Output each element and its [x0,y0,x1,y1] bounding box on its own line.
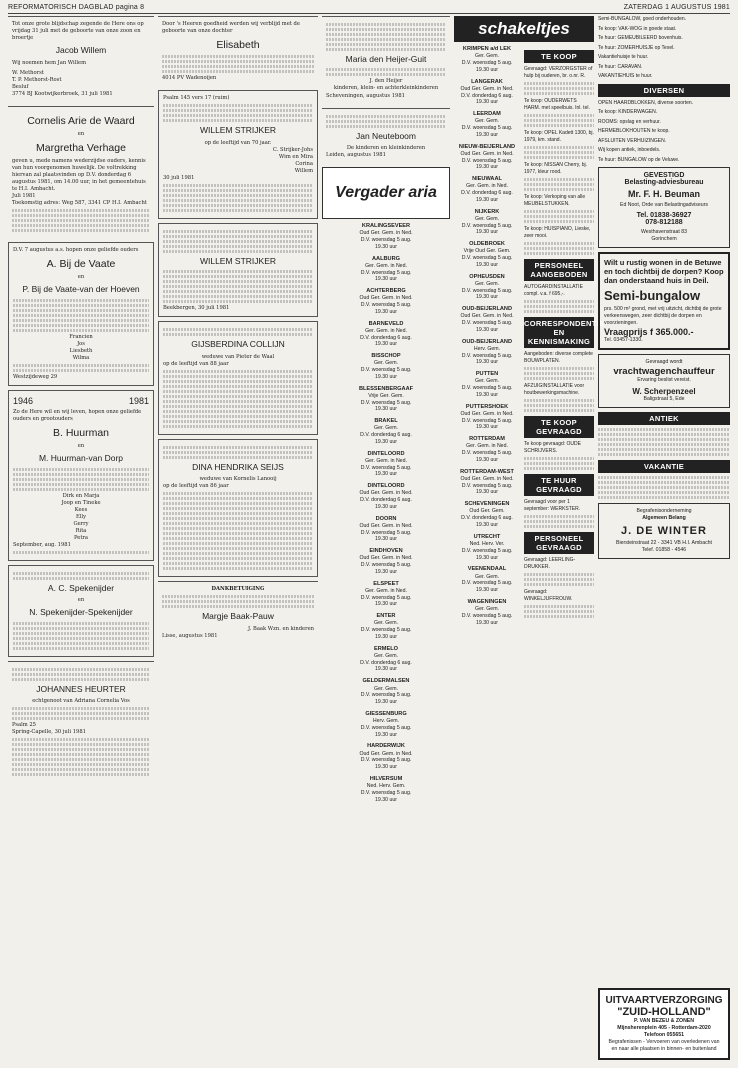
heurter-age: Psalm 25 [12,722,36,729]
cornelis-name1: Cornelis Arie de Waard [27,114,135,127]
church-town: BARNEVELD [368,320,404,327]
church-services-list-b [454,46,520,631]
winter-sub: Algemeen Belang [642,515,686,522]
jacob-addr: W. Methorst T. P. Methorst-Rost Besluf [12,69,62,90]
ad-gevestigd [598,167,730,248]
neuteboom-sign: De kinderen en kleinkinderen [346,144,426,151]
church-town: ROTTERDAM-WEST [460,468,514,475]
baak-head: DANKBETUIGING [211,586,265,593]
gevestigd-sub: Belasting-adviesbureau [624,179,704,186]
column-3 [322,16,450,1060]
church-datetime: D.V. donderdag 6 aug. 19.30 uur [360,334,412,348]
heurter-name: JOHANNES HEURTER [36,683,126,694]
vracht-addr: Baligstraat 5, Ede [643,396,685,403]
column-1 [8,16,154,1060]
church-datetime: D.V. donderdag 6 aug. 19.30 uur [461,190,513,203]
church-name: Ger. Gem. in Ned. [365,457,407,464]
vracht-name: W. Scherpenzeel [632,387,696,397]
spekenijder-name1: A. C. Spekenijder [47,582,115,593]
church-town: WAGENINGEN [467,598,507,605]
church-datetime: D.V. woensdag 5 aug. 19.30 uur [461,385,513,398]
classified-ad: Te huur: ZOMERHUISJE op Texel. [598,44,675,51]
announcement-cornelis [8,106,154,238]
church-town: PUTTERSHOEK [465,403,509,410]
church-datetime: D.V. woensdag 5 aug. 19.30 uur [360,627,412,640]
church-name: Ned. Herv. Ver. [469,541,505,547]
heurter-place: Spring-Capelle, 30 juli 1981 [12,729,86,736]
strijker2-name: WILLEM STRIJKER [199,255,277,266]
church-datetime: D.V. woensdag 5 aug. 19.30 uur [461,287,513,301]
church-datetime: D.V. donderdag 6 aug. 19.30 uur [360,497,412,510]
church-datetime: D.V. woensdag 5 aug. 19.30 uur [461,417,513,431]
church-name: Oud Ger. Gem. in Ned. [359,750,413,757]
church-datetime: D.V. woensdag 5 aug. 19.30 uur [461,482,513,496]
church-service-item [322,581,450,609]
church-datetime: D.V. woensdag 5 aug. 19.30 uur [360,594,412,608]
church-service-item [322,711,450,739]
church-service-item [322,516,450,544]
church-service-item [322,256,450,284]
announcement-strijker-1 [158,90,318,219]
vracht-sub: Gevraagd wordt [645,359,683,366]
church-service-item [322,353,450,381]
classified-ad: HERMEBLOKHOUTEN te koop. [598,128,670,134]
section-header: PERSONEEL AANGEBODEN [524,259,594,281]
church-town: KRALINGSEVEER [361,223,411,230]
strijker1-family: C. Strijker-Johs Wim en Mira Corina Willem [272,146,313,174]
church-town: DINTELOORD [367,450,405,457]
gevestigd-tel: Tel. 01838-36927 078-812188 [636,212,692,227]
classified-ad: Gevraagd: LEERLING-DRUKKER. [524,557,576,570]
church-name: Oud Ger. Gem. in Ned. [359,555,413,562]
church-town: HILVERSUM [369,775,403,782]
classified-ad: AFZUIGINSTALLATIE voor houtbewerkingsmachine. [524,383,585,396]
church-service-item [454,176,520,204]
church-service-item [454,79,520,107]
church-name: Oud Ger. Gem. in Ned. [359,522,413,529]
church-service-item [322,646,450,674]
church-name: Oud Ger. Gem. in Ned. [359,490,413,497]
church-name: Ger. Gem. [374,685,398,692]
classified-ad: VAKANTIEHUIS te huur. [598,73,653,79]
church-name: Ned. Herv. Gem. [366,783,406,790]
church-town: DINTELOORD [367,483,405,490]
section-diversen: DIVERSEN [598,84,730,97]
section-antiek: ANTIEK [598,412,730,425]
spekenijder-en: en [77,597,85,604]
church-town: UTRECHT [473,533,501,540]
ad-de-winter [598,503,730,559]
church-name: Ger. Gem. [374,620,398,627]
church-datetime: D.V. woensdag 5 aug. 19.30 uur [461,125,513,138]
church-town: ERMELO [374,645,398,652]
strijker2-date: Beekbergen, 30 juli 1981 [163,305,230,312]
announcement-huurman [8,390,154,561]
collijn-name: GIJSBERDINA COLLIJN [191,339,285,350]
classified-ad: AFSLUITEN VERHUIZINGEN. [598,137,667,144]
church-town: DOORN [375,515,397,522]
huurman-en: en [77,443,85,450]
church-town: BISSCHOP [371,353,401,360]
classified-ad: Te koop: VAK-WOG in goede staat. [598,25,677,32]
church-town: OUD-BEIJERLAND [461,338,513,345]
heijer-date: Scheveningen, augustus 1981 [326,92,405,99]
church-name: Ger. Gem. [374,425,398,432]
gevestigd-title: GEVESTIGD [643,172,685,179]
church-service-item [454,436,520,464]
church-town: ELSPEET [373,580,399,587]
church-town: NIEUWAAL [472,176,502,183]
cornelis-date: Juli 1981 [12,193,36,200]
church-name: Ger. Gem. [475,606,499,613]
church-name: Oud Ger. Gem. in Ned. [460,150,514,157]
masthead [8,4,730,14]
church-name: Oud Ger. Gem. in Ned. [460,313,514,320]
strijker1-sub: op de leeftijd van 70 jaar. [204,139,272,146]
church-datetime: D.V. woensdag 5 aug. 19.30 uur [360,269,412,283]
bij-intro: D.V. 7 augustus a.s. hopen onze geliefde ouders [13,247,139,254]
classified-ad: AUTOGARDINSTALLATIE compl. v.a. f 695,-. [524,284,583,297]
church-service-item [322,451,450,479]
section-vakantie: VAKANTIE [598,460,730,473]
heijer-name: Maria den Heijer-Guit [345,54,427,64]
church-town: BLESSENBERGAAF [358,385,414,392]
masthead-left: REFORMATORISCH DAGBLAD pagina 8 [8,4,145,11]
huurman-name2: M. Huurman-van Dorp [38,453,124,464]
church-service-item [322,288,450,316]
church-datetime: D.V. woensdag 5 aug. 19.30 uur [461,60,513,73]
church-service-item [454,566,520,594]
strijker1-name: WILLEM STRIJKER [199,125,277,136]
classified-ad: Vakantiehuisje te huur. [598,54,649,60]
ad-semi-bungalow [598,252,730,350]
ad-uitvaart-wrapper [598,984,730,1060]
church-name: Ger. Gem. in Ned. [365,327,407,334]
cornelis-en: en [77,130,85,137]
announcement-strijker-2 [158,223,318,317]
church-town: EINDHOVEN [369,548,403,555]
classified-ad: Semi-BUNGALOW, goed onderhouden. [598,16,687,22]
section-header: PERSONEEL GEVRAAGD [524,532,594,554]
church-datetime: D.V. donderdag 6 aug. 19.30 uur [461,92,513,106]
church-datetime: D.V. woensdag 5 aug. 19.30 uur [360,367,412,380]
church-town: LEERDAM [473,111,501,118]
winter-addr: Biersteinstraat 22 - 3341 VB H.I. Ambacht [615,540,713,547]
announcement-den-heijer [322,16,450,104]
seijs-sub: weduwe van Kornelis Lanooij [199,476,277,483]
church-service-item [322,386,450,414]
heijer-sign: J. den Heijer kinderen, klein- en achterkleinkinderen [333,78,439,92]
church-datetime: D.V. woensdag 5 aug. 19.30 uur [360,692,412,705]
church-town: ENTER [376,613,396,620]
church-name: Ger. Gem. [475,378,499,385]
church-name: Oud Ger. Gem. in Ned. [359,230,413,237]
church-service-item [454,501,520,529]
classified-ad: Wij kopen antiek, inboedels. [598,147,661,153]
announcement-jacob [8,16,154,102]
classified-ads-list [524,46,605,631]
church-datetime: D.V. woensdag 5 aug. 19.30 uur [461,157,513,171]
church-datetime: D.V. woensdag 5 aug. 19.30 uur [360,302,412,315]
uitvaart-name: "ZUID-HOLLAND" [617,1005,711,1018]
church-town: KRIMPEN a/d LEK [462,46,512,52]
church-town: LANGERAK [471,78,503,85]
announcement-elisabeth [158,16,318,86]
section-header: CORRESPONDENTIE EN KENNISMAKING [524,319,605,346]
cornelis-text: geven u, mede namens wederzijdse ouders, kennis van hun voorgenomen huwelijk. De voltrekking hiervan zal plaatsvinden op D.V. donderdag 6 augustus 1981, om 14.00 uur, in het gemeentehuis te H.I. Ambacht. [12,157,146,193]
promo-big: Semi-bungalow [604,288,701,304]
elisabeth-text: Door 's Heeren goedheid werden wij verblijd met de geboorte van onze dochter [162,21,300,35]
classified-ad: Te koop: HUISPIANO, Lieske, zeer mooi. [524,226,591,239]
promo-tel: Tel. 03457-1330. [604,337,643,344]
church-datetime: D.V. woensdag 5 aug. 19.30 uur [360,237,412,250]
huurman-name1: B. Huurman [52,426,110,439]
church-service-item [454,469,520,497]
elisabeth-addr: 4014 PV Wadenoijen [162,75,217,82]
church-town: PUTTEN [475,371,499,378]
church-town: AALBURG [372,255,400,262]
church-service-item [454,144,520,172]
bij-name2: P. Bij de Vaate-van der Hoeven [22,284,140,295]
church-datetime: D.V. woensdag 5 aug. 19.30 uur [360,789,412,803]
jacob-intro: Tot onze grote blijdschap zegende de Here ons op vrijdag 31 juli met de geboorte van onze zoon en broertje [12,21,144,42]
classified-ad: Te koop: OUDERWETS HARM. met speelbuis. Inl. tel. [524,98,590,111]
church-town: GIESSENBURG [365,710,407,717]
winter-name: J. DE WINTER [621,525,707,538]
church-datetime: D.V. woensdag 5 aug. 19.30 uur [360,529,412,543]
church-service-item [322,321,450,349]
church-name: Ger. Gem. [475,573,499,580]
section-header: TE KOOP [524,50,594,63]
church-datetime: D.V. woensdag 5 aug. 19.30 uur [461,255,513,268]
schakeltjes-logo: schakeltjes [454,16,594,42]
church-name: Ger. Gem. [475,53,499,60]
church-service-item [454,404,520,432]
promo-price: Vraagprijs f 365.000.- [604,327,694,338]
ad-uitvaartverzorging [598,988,730,1060]
heurter-sub: echtgenoot van Adriana Cornelia Vos [32,698,130,705]
uitvaart-sub: P. VAN BEZEU & ZONEN [633,1017,695,1024]
classified-ad: Te koop: KINDERWAGEN. [598,109,658,115]
classified-ad: Te koop gevraagd: OUDE SCHRIJVERS. [524,441,581,454]
church-name: Ger. Gem. [475,118,499,125]
classified-ad: Gevraagd: VERZORGSTER of hulp bij ouderen, br. o.nr. R. [524,66,593,79]
seijs-age: op de leeftijd van 86 jaar [163,483,229,490]
church-town: ACHTERBERG [366,288,406,295]
church-service-item [322,548,450,576]
announcement-collijn [158,321,318,435]
church-datetime: D.V. woensdag 5 aug. 19.30 uur [461,612,513,626]
masthead-right: ZATERDAG 1 AUGUSTUS 1981 [623,4,730,11]
announcement-spekenijder [8,565,154,657]
classified-ad: Gevraagd: WINKELJUFFROUW. [524,589,573,602]
church-service-item [454,371,520,399]
church-town: OLDEBROEK [469,241,505,248]
column-4 [454,16,605,1060]
jacob-family: Wij noemen hem Jan Willem [12,59,87,66]
collijn-age: op de leeftijd van 88 jaar [163,360,229,367]
church-service-item [322,776,450,804]
church-service-item [454,339,520,367]
classified-ads-diversen [598,16,730,163]
church-name: Ger. Gem. in Ned. [466,183,508,190]
strijker1-date: 30 juli 1981 [163,174,195,181]
huurman-year2: 1981 [128,395,149,406]
spekenijder-name2: N. Spekenijder-Spekenijder [29,607,133,618]
classified-ad: Gevraagd voor per 1 september: WERKSTER. [524,499,581,512]
promo-head: Wilt u rustig wonen in de Betuwe en toch dichtbij de dorpen? Koop dan onderstaand huis in Deil. [604,258,724,286]
seijs-name: DINA HENDRIKA SEIJS [192,461,284,472]
church-name: Oud Ger. Gem. in Ned. [460,85,514,92]
church-datetime: D.V. donderdag 6 aug. 19.30 uur [461,515,513,528]
church-name: Ger. Gem. [475,280,499,287]
church-town: SCHEVENINGEN [464,501,510,508]
uitvaart-tel: Mijnsherenplein 405 - Rotterdam-2020 Telefoon 055651 [617,1024,711,1038]
church-services-list-a [322,223,450,803]
classified-ad: ROOMS: opslag en verhuur. [598,118,661,125]
church-service-item [454,241,520,269]
bij-en: en [77,274,85,281]
bij-place: Westzijdeweg 29 [13,373,58,380]
church-service-item [454,46,520,74]
church-datetime: D.V. woensdag 5 aug. 19.30 uur [461,222,513,236]
section-header: TE HUUR GEVRAAGD [524,474,594,496]
church-service-item [454,209,520,237]
ad-vrachtwagenchauffeur [598,354,730,408]
classified-ad: Aangeboden: diverse complete BOUWPLATEN. [524,351,593,364]
church-datetime: D.V. woensdag 5 aug. 19.30 uur [360,724,412,738]
huurman-date: September, aug. 1981 [13,541,71,548]
church-service-item [322,613,450,641]
church-service-item [322,678,450,706]
section-header: TE KOOP GEVRAAGD [524,416,594,438]
church-name: Oud Ger. Gem. in Ned. [460,410,514,417]
church-datetime: D.V. woensdag 5 aug. 19.30 uur [461,352,513,366]
church-town: OPHEUSDEN [469,273,505,280]
church-town: HARDERWIJK [367,743,405,750]
church-service-item [454,274,520,302]
church-datetime: D.V. woensdag 5 aug. 19.30 uur [360,399,412,413]
church-name: Ger. Gem. [475,215,499,222]
uitvaart-foot: Begrafenissen - Vervoeren van overledenen van en naar alle plaatsen in binnen- en buitenland [608,1038,720,1052]
church-town: OUD-BEIJERLAND [461,306,513,313]
church-name: Vrije Oud Ger. Gem. [463,248,511,255]
announcement-heurter [8,661,154,783]
cornelis-name2: Margretha Verhage [36,141,126,154]
huurman-intro: Zo de Here wil en wij leven, hopen onze geliefde ouders en grootouders [13,408,142,422]
gevestigd-name: Mr. F. H. Beuman [627,189,700,199]
classified-ad: Te koop: Verkoping van alle MEUBELSTUKKEN. [524,194,586,207]
huurman-year1: 1946 [13,395,34,406]
neuteboom-date: Leiden, augustus 1981 [326,152,386,158]
church-name: Herv. Gem. [473,345,501,352]
church-datetime: D.V. woensdag 5 aug. 19.30 uur [360,757,412,771]
column-2 [158,16,318,1060]
church-name: Oud Ger. Gem. in Ned. [359,295,413,302]
strijker1-psalm: Psalm 145 vers 17 (ruim) [163,95,230,102]
baak-name: Margje Baak-Pauw [202,611,274,622]
baak-date: Lisse, augustus 1981 [162,632,218,639]
announcement-seijs [158,439,318,578]
church-name: Ger. Gem. in Ned. [466,443,508,450]
church-town: BRAKEL [374,418,398,425]
church-name: Vrije Ger. Gem. [368,392,404,399]
classified-ad: Te koop: NISSAN Cherry, bj. 1977, kleur rood. [524,162,587,175]
elisabeth-name: Elisabeth [216,39,260,52]
vracht-text: Ervaring beslist vereist. [637,377,691,384]
jacob-name: Jacob Willem [55,45,107,56]
announcement-neuteboom [322,108,450,164]
church-service-item [454,599,520,627]
winter-tel: Telef. 01858 - 4546 [641,547,687,554]
uitvaart-title: UITVAARTVERZORGING [605,994,723,1006]
church-service-item [322,223,450,251]
church-name: Ger. Gem. [374,652,398,659]
church-datetime: D.V. donderdag 6 aug. 19.30 uur [360,659,412,673]
church-name: Ger. Gem. in Ned. [365,587,407,594]
bij-children: Francien Jos Liesbeth Wilma [69,333,93,361]
column-5 [598,16,730,1060]
church-service-item [322,418,450,446]
church-service-item [322,743,450,771]
cornelis-receptie: Toekomstig adres: Weg 587, 3341 CP H.I. Ambacht [12,200,147,207]
collijn-sub: weduwe van Pieter de Waal [201,353,275,360]
classified-ad: Te koop: OPEL Kadett 1300, bj. 1979, km. stand. [524,130,594,143]
church-town: VEENENDAAL [467,566,507,573]
baak-sign: J. Baak Wzn. en kinderen [248,625,314,632]
jacob-place: 3774 BJ Kootwijkerbroek, 31 juli 1981 [12,90,113,97]
church-name: Herv. Gem. [372,718,400,725]
classified-ad: Te huur: CARAVAN. [598,63,643,70]
gevestigd-place: Westhavenstraat 83 Gorinchem [640,229,688,243]
church-town: GELDERMALSEN [362,678,410,685]
announcement-bij-de-vaate [8,242,154,386]
bij-name1: A. Bij de Vaate [46,258,116,271]
classified-ad: Te huur: BUNGALOW op de Veluwe. [598,156,680,163]
church-datetime: D.V. woensdag 5 aug. 19.30 uur [360,562,412,575]
church-town: NIEUW-BEIJERLAND [458,143,516,150]
church-datetime: D.V. woensdag 5 aug. 19.30 uur [461,547,513,561]
church-name: Ger. Gem. [374,360,398,367]
classified-ad: Te huur: GEMEUBILEERD bovenhuis. [598,35,683,41]
church-datetime: D.V. woensdag 5 aug. 19.30 uur [461,580,513,594]
church-service-item [322,483,450,511]
church-datetime: D.V. woensdag 5 aug. 19.30 uur [360,464,412,478]
church-name: Oud Ger. Gem. [469,508,505,515]
vergader-logo: Vergader aria [322,167,450,219]
gevestigd-addr: Ed Noot, Orde van Belastingadviseurs [620,202,708,208]
huurman-children: Dirk en Marja Joop en Tineke Kees Elly Gerry Rita Petra [61,492,101,541]
church-service-item [454,306,520,334]
church-town: ROTTERDAM [469,436,505,443]
church-town: NIJKERK [474,208,500,215]
promo-text: prs. 500 m² grond, met vrij uitzicht, dichtbij de grote verkeerswegen, zeer dichtbij de dorpen en voorzieningen. [604,306,722,327]
church-datetime: D.V. woensdag 5 aug. 19.30 uur [461,320,513,333]
church-service-item [454,111,520,139]
church-name: Ger. Gem. in Ned. [365,262,407,269]
announcement-baak [158,581,318,644]
church-datetime: D.V. woensdag 5 aug. 19.30 uur [461,450,513,463]
winter-head: Begrafenisonderneming [636,508,692,515]
church-service-item [454,534,520,562]
classified-ad: OPEN HAARDBLOKKEN, diverse soorten. [598,99,694,106]
neuteboom-name: Jan Neuteboom [355,130,416,141]
vracht-big: vrachtwagenchauffeur [613,366,715,378]
church-name: Oud Ger. Gem. in Ned. [460,475,514,482]
church-datetime: D.V. donderdag 6 aug. 19.30 uur [360,432,412,445]
